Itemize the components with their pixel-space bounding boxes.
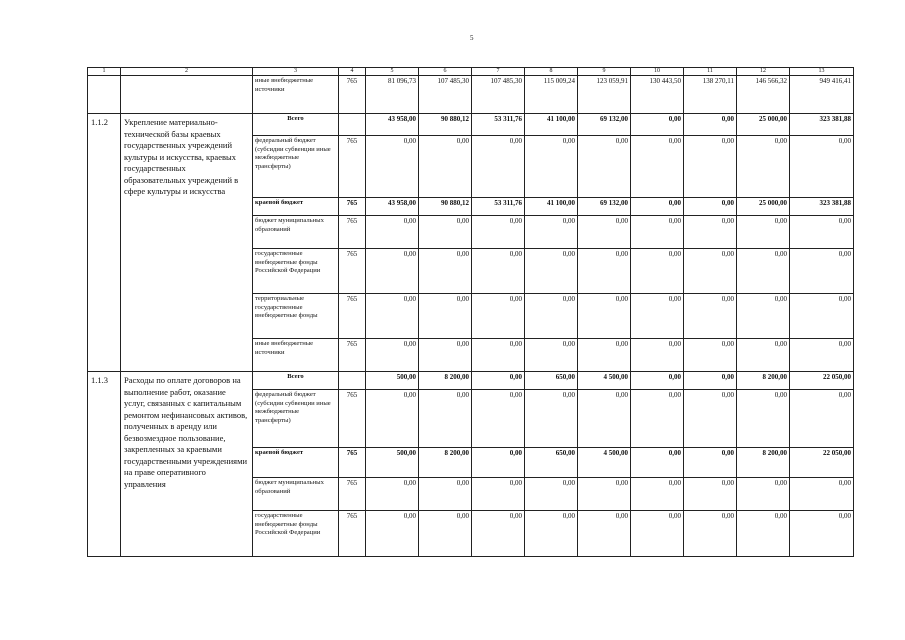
value-cell: 0,00 [525, 136, 578, 198]
header-cell: 1 [88, 68, 121, 76]
value-cell: 0,00 [578, 294, 631, 339]
value-cell: 0,00 [790, 294, 854, 339]
value-cell: 8 200,00 [419, 372, 472, 390]
source-cell: иные внебюджетные источники [253, 339, 339, 372]
value-cell: 0,00 [419, 511, 472, 557]
table-row [88, 372, 854, 390]
value-cell: 0,00 [631, 448, 684, 478]
value-cell: 323 381,88 [790, 114, 854, 136]
value-cell: 0,00 [419, 339, 472, 372]
code-cell: 765 [339, 448, 366, 478]
value-cell: 0,00 [578, 390, 631, 448]
value-cell: 0,00 [684, 294, 737, 339]
code-cell: 765 [339, 76, 366, 114]
value-cell: 0,00 [631, 339, 684, 372]
header-cell: 11 [684, 68, 737, 76]
value-cell: 53 311,76 [472, 198, 525, 216]
source-cell: Всего [253, 114, 339, 136]
value-cell: 0,00 [578, 478, 631, 511]
value-cell: 500,00 [366, 372, 419, 390]
value-cell: 0,00 [684, 478, 737, 511]
header-cell: 4 [339, 68, 366, 76]
value-cell: 0,00 [790, 249, 854, 294]
value-cell: 146 566,32 [737, 76, 790, 114]
page-number: 5 [470, 34, 474, 42]
source-cell: Всего [253, 372, 339, 390]
value-cell: 0,00 [366, 339, 419, 372]
value-cell: 0,00 [472, 249, 525, 294]
code-cell: 765 [339, 511, 366, 557]
value-cell: 0,00 [737, 216, 790, 249]
code-cell: 765 [339, 136, 366, 198]
section-number: 1.1.2 [88, 114, 121, 372]
code-cell [339, 372, 366, 390]
value-cell: 0,00 [737, 136, 790, 198]
value-cell: 0,00 [525, 249, 578, 294]
source-cell: федеральный бюджет (субсидии субвенции иные межбюджетные трансферты) [253, 390, 339, 448]
value-cell: 0,00 [472, 339, 525, 372]
value-cell: 0,00 [790, 136, 854, 198]
value-cell: 81 096,73 [366, 76, 419, 114]
value-cell: 0,00 [366, 511, 419, 557]
header-cell: 10 [631, 68, 684, 76]
value-cell: 0,00 [366, 478, 419, 511]
code-cell: 765 [339, 339, 366, 372]
header-cell: 2 [121, 68, 253, 76]
value-cell: 0,00 [631, 114, 684, 136]
value-cell: 0,00 [472, 478, 525, 511]
value-cell: 115 009,24 [525, 76, 578, 114]
value-cell: 0,00 [525, 294, 578, 339]
value-cell: 22 050,00 [790, 448, 854, 478]
value-cell: 0,00 [366, 294, 419, 339]
source-cell: государственные внебюджетные фонды Российской Федерации [253, 511, 339, 557]
value-cell: 0,00 [472, 448, 525, 478]
value-cell: 650,00 [525, 448, 578, 478]
value-cell: 0,00 [684, 511, 737, 557]
value-cell: 123 059,91 [578, 76, 631, 114]
value-cell: 0,00 [419, 249, 472, 294]
value-cell: 0,00 [631, 511, 684, 557]
value-cell: 0,00 [419, 478, 472, 511]
code-cell: 765 [339, 478, 366, 511]
header-cell: 6 [419, 68, 472, 76]
source-cell: бюджет муниципальных образований [253, 478, 339, 511]
value-cell: 949 416,41 [790, 76, 854, 114]
value-cell: 25 000,00 [737, 114, 790, 136]
value-cell: 0,00 [631, 390, 684, 448]
value-cell: 0,00 [737, 478, 790, 511]
header-cell: 7 [472, 68, 525, 76]
value-cell: 0,00 [366, 216, 419, 249]
value-cell: 0,00 [525, 390, 578, 448]
value-cell: 0,00 [631, 372, 684, 390]
value-cell: 43 958,00 [366, 114, 419, 136]
value-cell: 43 958,00 [366, 198, 419, 216]
value-cell: 0,00 [684, 198, 737, 216]
value-cell: 0,00 [684, 136, 737, 198]
value-cell: 25 000,00 [737, 198, 790, 216]
section-name: Укрепление материально-технической базы краевых государственных учреждений культуры и искусства, краевых государственных образовательных учреждений в сфере культуры и искусства [121, 114, 253, 372]
value-cell: 0,00 [472, 136, 525, 198]
budget-table [87, 67, 854, 557]
value-cell: 0,00 [790, 478, 854, 511]
value-cell: 0,00 [419, 390, 472, 448]
value-cell: 0,00 [578, 339, 631, 372]
source-cell: федеральный бюджет (субсидии субвенции иные межбюджетные трансферты) [253, 136, 339, 198]
value-cell: 0,00 [578, 511, 631, 557]
section-number: 1.1.3 [88, 372, 121, 557]
value-cell: 0,00 [419, 294, 472, 339]
value-cell: 0,00 [631, 249, 684, 294]
value-cell: 0,00 [684, 249, 737, 294]
value-cell: 0,00 [578, 216, 631, 249]
value-cell: 0,00 [684, 339, 737, 372]
value-cell: 0,00 [419, 136, 472, 198]
table-row [88, 76, 854, 114]
value-cell: 0,00 [472, 294, 525, 339]
value-cell: 0,00 [684, 114, 737, 136]
source-cell: территориальные государственные внебюджетные фонды [253, 294, 339, 339]
value-cell: 107 485,30 [472, 76, 525, 114]
code-cell: 765 [339, 390, 366, 448]
value-cell: 0,00 [631, 478, 684, 511]
header-cell: 8 [525, 68, 578, 76]
code-cell [339, 114, 366, 136]
section-name: Расходы по оплате договоров на выполнение работ, оказание услуг, связанных с капитальным ремонтом нефинансовых активов, полученных в аренду или безвозмездное пользование, закрепленных за краевыми государственными учреждениями на праве оперативного управления [121, 372, 253, 557]
value-cell: 8 200,00 [737, 372, 790, 390]
value-cell: 8 200,00 [737, 448, 790, 478]
header-cell: 3 [253, 68, 339, 76]
value-cell: 0,00 [525, 339, 578, 372]
value-cell: 90 880,12 [419, 198, 472, 216]
value-cell: 0,00 [631, 216, 684, 249]
num-cell [88, 76, 121, 114]
value-cell: 0,00 [631, 294, 684, 339]
value-cell: 4 500,00 [578, 448, 631, 478]
value-cell: 0,00 [684, 372, 737, 390]
source-cell: бюджет муниципальных образований [253, 216, 339, 249]
header-cell: 13 [790, 68, 854, 76]
value-cell: 500,00 [366, 448, 419, 478]
value-cell: 0,00 [684, 448, 737, 478]
value-cell: 0,00 [578, 249, 631, 294]
value-cell: 69 132,00 [578, 114, 631, 136]
table-row [88, 114, 854, 136]
value-cell: 323 381,88 [790, 198, 854, 216]
value-cell: 0,00 [631, 136, 684, 198]
value-cell: 0,00 [525, 511, 578, 557]
source-cell: государственные внебюджетные фонды Российской Федерации [253, 249, 339, 294]
code-cell: 765 [339, 294, 366, 339]
value-cell: 4 500,00 [578, 372, 631, 390]
value-cell: 650,00 [525, 372, 578, 390]
value-cell: 0,00 [366, 136, 419, 198]
source-cell: краевой бюджет [253, 448, 339, 478]
value-cell: 0,00 [525, 216, 578, 249]
header-cell: 5 [366, 68, 419, 76]
value-cell: 22 050,00 [790, 372, 854, 390]
value-cell: 0,00 [737, 249, 790, 294]
value-cell: 90 880,12 [419, 114, 472, 136]
value-cell: 0,00 [472, 372, 525, 390]
value-cell: 0,00 [472, 216, 525, 249]
value-cell: 130 443,50 [631, 76, 684, 114]
value-cell: 41 100,00 [525, 114, 578, 136]
value-cell: 0,00 [578, 136, 631, 198]
value-cell: 0,00 [631, 198, 684, 216]
value-cell: 0,00 [737, 511, 790, 557]
value-cell: 0,00 [790, 390, 854, 448]
value-cell: 0,00 [684, 216, 737, 249]
value-cell: 53 311,76 [472, 114, 525, 136]
value-cell: 107 485,30 [419, 76, 472, 114]
value-cell: 8 200,00 [419, 448, 472, 478]
value-cell: 0,00 [366, 249, 419, 294]
name-cell [121, 76, 253, 114]
source-cell: иные внебюджетные источники [253, 76, 339, 114]
value-cell: 0,00 [472, 511, 525, 557]
source-cell: краевой бюджет [253, 198, 339, 216]
value-cell: 0,00 [790, 511, 854, 557]
value-cell: 41 100,00 [525, 198, 578, 216]
value-cell: 0,00 [684, 390, 737, 448]
code-cell: 765 [339, 249, 366, 294]
table-header-row [88, 68, 854, 76]
value-cell: 0,00 [525, 478, 578, 511]
code-cell: 765 [339, 198, 366, 216]
value-cell: 0,00 [366, 390, 419, 448]
value-cell: 0,00 [472, 390, 525, 448]
value-cell: 138 270,11 [684, 76, 737, 114]
code-cell: 765 [339, 216, 366, 249]
value-cell: 0,00 [419, 216, 472, 249]
value-cell: 0,00 [737, 339, 790, 372]
value-cell: 69 132,00 [578, 198, 631, 216]
value-cell: 0,00 [737, 390, 790, 448]
value-cell: 0,00 [737, 294, 790, 339]
value-cell: 0,00 [790, 216, 854, 249]
header-cell: 9 [578, 68, 631, 76]
header-cell: 12 [737, 68, 790, 76]
value-cell: 0,00 [790, 339, 854, 372]
